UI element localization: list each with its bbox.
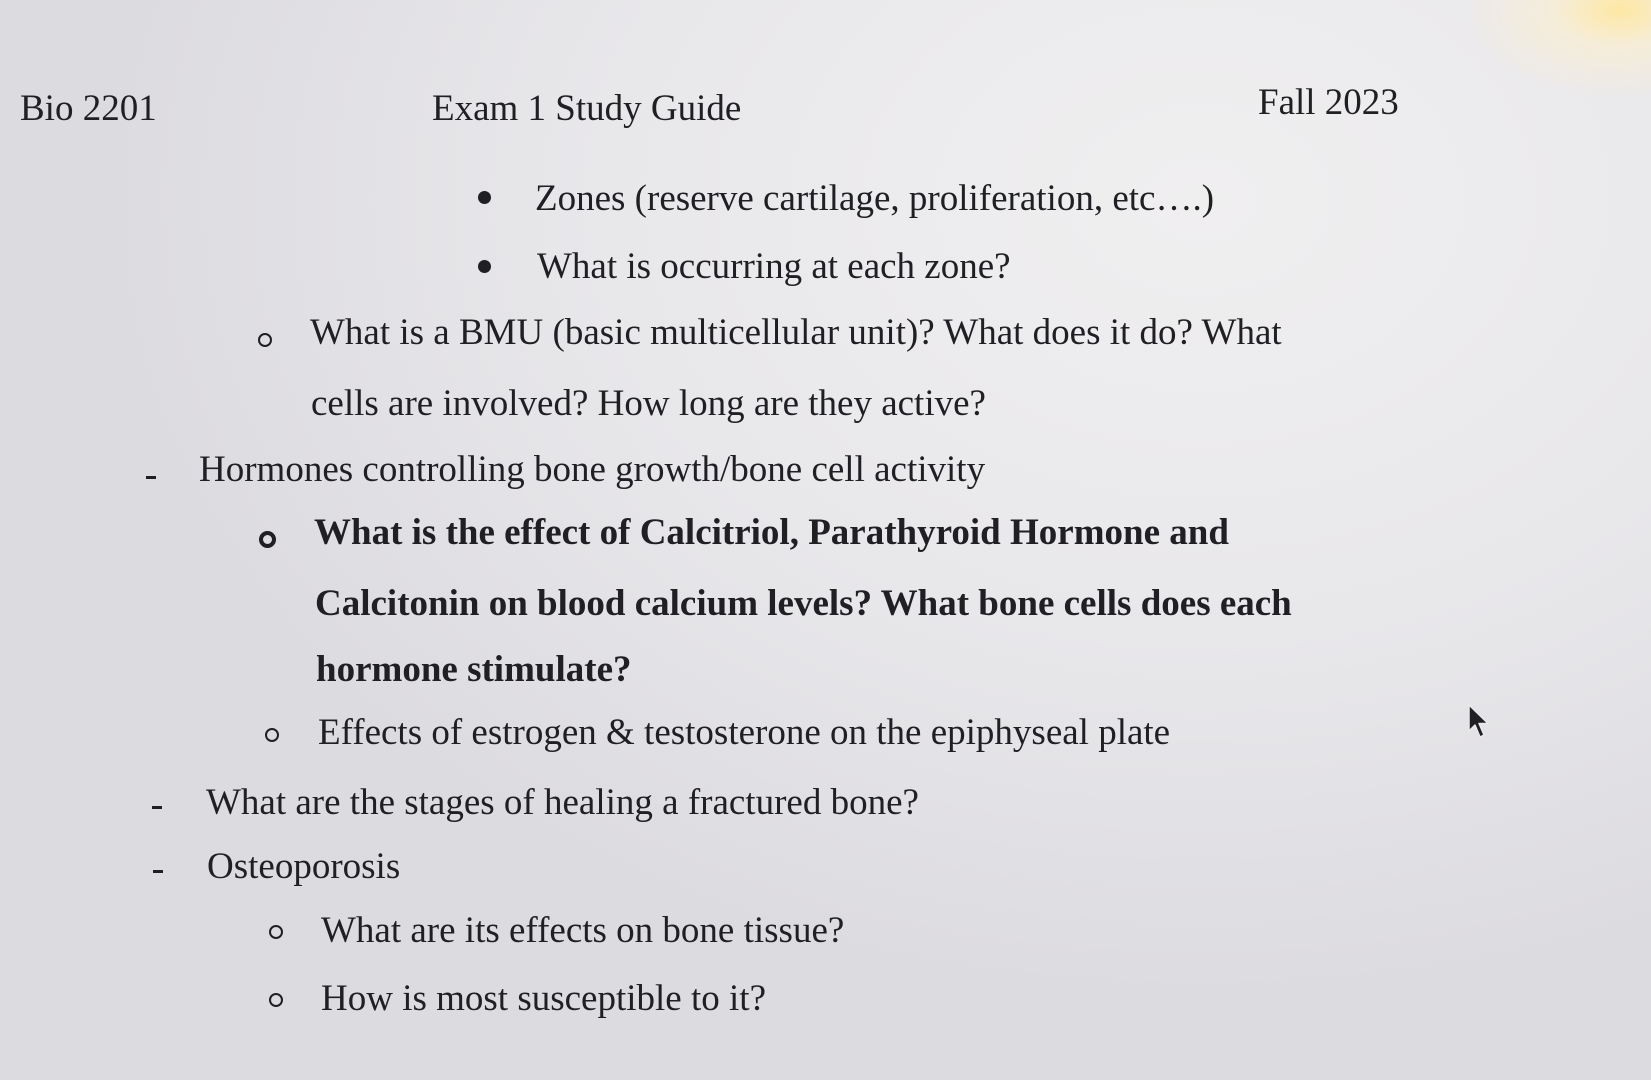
mouse-pointer-arrow-icon — [1467, 704, 1493, 740]
dash-bullet-icon — [146, 476, 156, 479]
list-item-zone-activity: What is occurring at each zone? — [537, 246, 1011, 287]
list-item-bmu-line-2: cells are involved? How long are they active? — [311, 383, 986, 424]
term-label: Fall 2023 — [1258, 82, 1399, 123]
document-title: Exam 1 Study Guide — [432, 88, 742, 129]
circle-bullet-icon — [258, 333, 272, 347]
section-heading-osteoporosis: Osteoporosis — [207, 846, 401, 887]
circle-bullet-icon — [265, 728, 279, 742]
list-item-calcitriol-line-2: Calcitonin on blood calcium levels? What bone cells does each — [315, 583, 1292, 624]
list-item-estrogen: Effects of estrogen & testosterone on the epiphyseal plate — [318, 712, 1171, 753]
circle-bullet-icon — [269, 993, 283, 1007]
list-item-osteo-susceptibility: How is most susceptible to it? — [321, 978, 766, 1019]
list-item-zones: Zones (reserve cartilage, proliferation, etc….) — [535, 178, 1215, 219]
disc-bullet-icon — [478, 191, 491, 204]
list-item-bmu-line-1: What is a BMU (basic multicellular unit)? What does it do? What — [310, 312, 1282, 353]
circle-bullet-icon — [269, 925, 283, 939]
dash-bullet-icon — [153, 870, 163, 873]
list-item-calcitriol-line-1: What is the effect of Calcitriol, Parathyroid Hormone and — [314, 512, 1229, 553]
disc-bullet-icon — [478, 260, 491, 273]
dash-bullet-icon — [152, 806, 162, 809]
list-item-calcitriol-line-3: hormone stimulate? — [316, 649, 632, 690]
list-item-osteo-effects: What are its effects on bone tissue? — [321, 910, 845, 951]
section-heading-hormones: Hormones controlling bone growth/bone cell activity — [199, 449, 986, 490]
circle-bullet-icon — [259, 531, 276, 548]
course-code: Bio 2201 — [20, 88, 157, 129]
section-heading-fracture: What are the stages of healing a fractured bone? — [206, 782, 919, 823]
